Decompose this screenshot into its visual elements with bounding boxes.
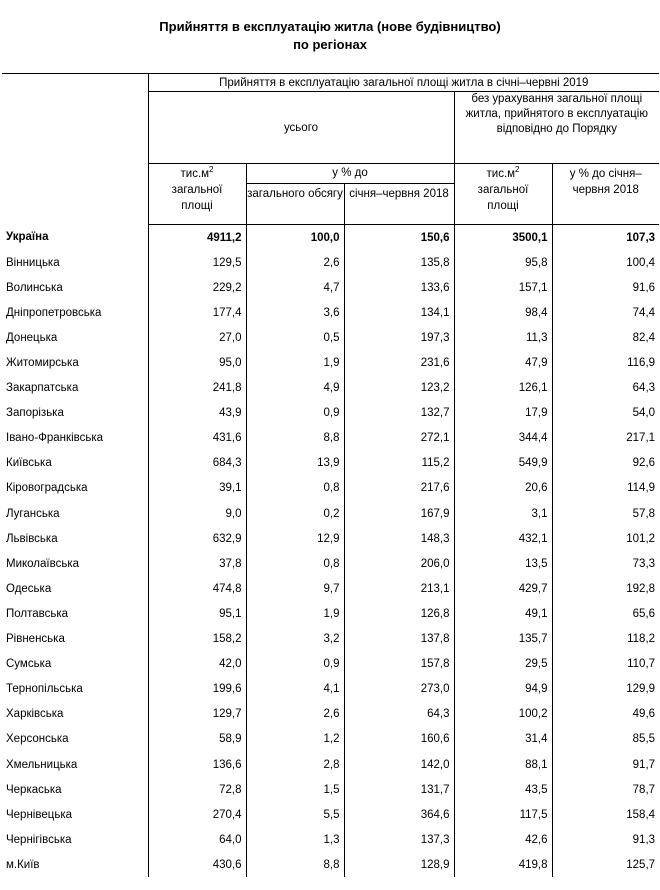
cell-area: 42,0 — [148, 652, 246, 677]
cell-pct-total: 1,5 — [246, 777, 344, 802]
cell-pct-total: 4,9 — [246, 376, 344, 401]
cell-pct-excl: 129,9 — [552, 677, 659, 702]
cell-area: 158,2 — [148, 627, 246, 652]
cell-pct-total: 1,2 — [246, 727, 344, 752]
region-name: Вінницька — [6, 256, 60, 269]
cell-pct-total: 13,9 — [246, 451, 344, 476]
table-row — [2, 376, 659, 401]
region-name: Тернопільська — [6, 683, 83, 696]
region-name: Чернігівська — [6, 833, 72, 846]
region-name: Донецька — [6, 331, 58, 344]
cell-area: 129,7 — [148, 702, 246, 727]
header-excl-group: без урахування загальної площі житла, прийнятого в експлуатацію відповідно до Порядку — [454, 92, 659, 164]
table-row — [2, 426, 659, 451]
cell-pct-prev: 126,8 — [344, 601, 454, 626]
cell-area: 9,0 — [148, 501, 246, 526]
cell-area: 72,8 — [148, 777, 246, 802]
cell-area: 199,6 — [148, 677, 246, 702]
cell-area: 474,8 — [148, 576, 246, 601]
cell-area: 229,2 — [148, 275, 246, 300]
cell-pct-prev: 142,0 — [344, 752, 454, 777]
cell-area-excl: 17,9 — [454, 401, 552, 426]
region-name: Сумська — [6, 658, 52, 671]
table-row — [2, 802, 659, 827]
cell-area: 270,4 — [148, 802, 246, 827]
cell-area-excl: 429,7 — [454, 576, 552, 601]
cell-pct-excl: 158,4 — [552, 802, 659, 827]
cell-pct-total: 0,9 — [246, 401, 344, 426]
table-body — [2, 225, 659, 878]
cell-area-excl: 3,1 — [454, 501, 552, 526]
cell-area-excl: 20,6 — [454, 476, 552, 501]
table-row — [2, 350, 659, 375]
cell-pct-excl: 91,3 — [552, 827, 659, 852]
cell-pct-total: 4,1 — [246, 677, 344, 702]
cell-area: 37,8 — [148, 551, 246, 576]
region-name: Хмельницька — [6, 758, 78, 771]
cell-area-excl: 94,9 — [454, 677, 552, 702]
cell-pct-prev: 231,6 — [344, 350, 454, 375]
header-col-pct-total: загального обсягу — [247, 188, 343, 200]
cell-area-excl: 43,5 — [454, 777, 552, 802]
cell-pct-prev: 213,1 — [344, 576, 454, 601]
table-row — [2, 300, 659, 325]
cell-area: 431,6 — [148, 426, 246, 451]
cell-pct-excl: 217,1 — [552, 426, 659, 451]
cell-pct-total: 8,8 — [246, 426, 344, 451]
region-name: Миколаївська — [6, 557, 80, 570]
cell-pct-prev: 197,3 — [344, 325, 454, 350]
header-span-title: Прийняття в експлуатацію загальної площі житла в січні–червні 2019 — [148, 74, 659, 92]
cell-area-excl: 549,9 — [454, 451, 552, 476]
cell-area: 95,1 — [148, 601, 246, 626]
cell-pct-excl: 91,6 — [552, 275, 659, 300]
cell-area-excl: 126,1 — [454, 376, 552, 401]
cell-area-excl: 42,6 — [454, 827, 552, 852]
header-region-cell — [2, 74, 148, 225]
cell-pct-excl: 114,9 — [552, 476, 659, 501]
cell-pct-prev: 132,7 — [344, 401, 454, 426]
cell-area: 684,3 — [148, 451, 246, 476]
cell-pct-excl: 73,3 — [552, 551, 659, 576]
table-row — [2, 250, 659, 275]
cell-pct-total: 5,5 — [246, 802, 344, 827]
cell-pct-total: 2,8 — [246, 752, 344, 777]
header-col-area: $тис.м^2$ загальної площі — [148, 164, 246, 225]
cell-pct-total: 4,7 — [246, 275, 344, 300]
cell-pct-prev: 206,0 — [344, 551, 454, 576]
cell-pct-prev: 148,3 — [344, 526, 454, 551]
header-pct-group-cell — [246, 164, 454, 225]
cell-pct-excl: 64,3 — [552, 376, 659, 401]
cell-pct-excl: 54,0 — [552, 401, 659, 426]
table-row — [2, 852, 659, 877]
cell-pct-excl: 91,7 — [552, 752, 659, 777]
region-name: Львівська — [6, 532, 58, 545]
cell-area-excl: 13,5 — [454, 551, 552, 576]
region-name: Житомирська — [6, 357, 79, 370]
header-pct-group: у % до — [247, 164, 454, 184]
cell-area-excl: 95,8 — [454, 250, 552, 275]
cell-area-excl: 100,2 — [454, 702, 552, 727]
region-name: Рівненська — [6, 633, 65, 646]
cell-area: 632,9 — [148, 526, 246, 551]
title-line-1: Прийняття в експлуатацію житла (нове будівництво) — [159, 19, 501, 34]
cell-area: 136,6 — [148, 752, 246, 777]
cell-pct-total: 0,8 — [246, 476, 344, 501]
table-row — [2, 225, 659, 251]
cell-pct-excl: 107,3 — [552, 225, 659, 251]
cell-area-excl: 3500,1 — [454, 225, 552, 251]
document-title — [0, 0, 660, 56]
cell-area: 39,1 — [148, 476, 246, 501]
cell-area: 27,0 — [148, 325, 246, 350]
cell-pct-excl: 49,6 — [552, 702, 659, 727]
cell-pct-prev: 273,0 — [344, 677, 454, 702]
table-row — [2, 702, 659, 727]
cell-pct-excl: 101,2 — [552, 526, 659, 551]
cell-pct-excl: 110,7 — [552, 652, 659, 677]
table-row — [2, 652, 659, 677]
table-header — [2, 74, 659, 225]
table-row — [2, 275, 659, 300]
cell-pct-excl: 57,8 — [552, 501, 659, 526]
cell-area-excl: 432,1 — [454, 526, 552, 551]
table-row — [2, 627, 659, 652]
region-name: Чернівецька — [6, 808, 72, 821]
region-name: Одеська — [6, 582, 52, 595]
table-row — [2, 501, 659, 526]
table-row — [2, 727, 659, 752]
cell-pct-prev: 137,8 — [344, 627, 454, 652]
cell-pct-excl: 74,4 — [552, 300, 659, 325]
region-name: Україна — [6, 231, 49, 244]
region-name: Херсонська — [6, 733, 69, 746]
cell-pct-prev: 133,6 — [344, 275, 454, 300]
cell-pct-prev: 131,7 — [344, 777, 454, 802]
cell-pct-total: 0,8 — [246, 551, 344, 576]
cell-pct-excl: 92,6 — [552, 451, 659, 476]
region-name: Закарпатська — [6, 382, 79, 395]
cell-area-excl: 344,4 — [454, 426, 552, 451]
region-name: Полтавська — [6, 607, 69, 620]
title-line-2: по регіонах — [293, 37, 367, 52]
cell-pct-excl: 125,7 — [552, 852, 659, 877]
table-row — [2, 601, 659, 626]
cell-pct-total: 2,6 — [246, 250, 344, 275]
cell-pct-prev: 137,3 — [344, 827, 454, 852]
cell-pct-total: 100,0 — [246, 225, 344, 251]
region-name: Запорізька — [6, 407, 64, 420]
cell-pct-excl: 82,4 — [552, 325, 659, 350]
cell-area: 4911,2 — [148, 225, 246, 251]
cell-pct-total: 2,6 — [246, 702, 344, 727]
cell-area: 177,4 — [148, 300, 246, 325]
header-col-pct-excl: у % до січня–червня 2018 — [552, 164, 659, 225]
cell-area-excl: 11,3 — [454, 325, 552, 350]
cell-area-excl: 47,9 — [454, 350, 552, 375]
cell-area-excl: 49,1 — [454, 601, 552, 626]
cell-area: 43,9 — [148, 401, 246, 426]
table-row — [2, 777, 659, 802]
cell-pct-excl: 65,6 — [552, 601, 659, 626]
cell-pct-excl: 116,9 — [552, 350, 659, 375]
cell-pct-excl: 118,2 — [552, 627, 659, 652]
cell-area: 58,9 — [148, 727, 246, 752]
region-name: Волинська — [6, 281, 63, 294]
cell-pct-prev: 364,6 — [344, 802, 454, 827]
table-row — [2, 677, 659, 702]
cell-area: 129,5 — [148, 250, 246, 275]
housing-table — [2, 73, 659, 877]
cell-pct-prev: 157,8 — [344, 652, 454, 677]
region-name: м.Київ — [6, 858, 40, 871]
cell-pct-total: 0,2 — [246, 501, 344, 526]
cell-area-excl: 117,5 — [454, 802, 552, 827]
cell-pct-prev: 115,2 — [344, 451, 454, 476]
region-name: Харківська — [6, 708, 64, 721]
cell-pct-total: 3,6 — [246, 300, 344, 325]
cell-pct-prev: 135,8 — [344, 250, 454, 275]
cell-pct-excl: 100,4 — [552, 250, 659, 275]
table-row — [2, 451, 659, 476]
cell-pct-prev: 160,6 — [344, 727, 454, 752]
cell-area: 95,0 — [148, 350, 246, 375]
cell-area-excl: 419,8 — [454, 852, 552, 877]
cell-pct-excl: 192,8 — [552, 576, 659, 601]
region-name: Івано-Франківська — [6, 432, 104, 445]
table-row — [2, 827, 659, 852]
cell-pct-total: 0,9 — [246, 652, 344, 677]
header-col-area-excl: $тис.м^2$ загальної площі — [454, 164, 552, 225]
cell-area-excl: 98,4 — [454, 300, 552, 325]
table-row — [2, 401, 659, 426]
cell-pct-total: 0,5 — [246, 325, 344, 350]
cell-pct-total: 8,8 — [246, 852, 344, 877]
table-row — [2, 476, 659, 501]
region-name: Дніпропетровська — [6, 306, 102, 319]
cell-pct-prev: 167,9 — [344, 501, 454, 526]
cell-pct-total: 1,3 — [246, 827, 344, 852]
cell-pct-total: 9,7 — [246, 576, 344, 601]
cell-pct-prev: 134,1 — [344, 300, 454, 325]
cell-pct-excl: 85,5 — [552, 727, 659, 752]
cell-area: 430,6 — [148, 852, 246, 877]
cell-area-excl: 135,7 — [454, 627, 552, 652]
cell-pct-prev: 128,9 — [344, 852, 454, 877]
cell-area: 241,8 — [148, 376, 246, 401]
region-name: Київська — [6, 457, 52, 470]
cell-pct-prev: 150,6 — [344, 225, 454, 251]
cell-area-excl: 157,1 — [454, 275, 552, 300]
cell-area-excl: 88,1 — [454, 752, 552, 777]
cell-pct-prev: 217,6 — [344, 476, 454, 501]
table-row — [2, 551, 659, 576]
region-name: Кіровоградська — [6, 482, 88, 495]
cell-pct-total: 1,9 — [246, 350, 344, 375]
cell-area-excl: 29,5 — [454, 652, 552, 677]
region-name: Луганська — [6, 507, 60, 520]
cell-pct-prev: 272,1 — [344, 426, 454, 451]
cell-area-excl: 31,4 — [454, 727, 552, 752]
table-row — [2, 325, 659, 350]
table-row — [2, 526, 659, 551]
cell-pct-prev: 123,2 — [344, 376, 454, 401]
header-total-group: усього — [148, 92, 454, 164]
cell-pct-total: 12,9 — [246, 526, 344, 551]
table-row — [2, 752, 659, 777]
cell-pct-prev: 64,3 — [344, 702, 454, 727]
cell-pct-excl: 78,7 — [552, 777, 659, 802]
cell-pct-total: 3,2 — [246, 627, 344, 652]
region-name: Черкаська — [6, 783, 62, 796]
table-row — [2, 576, 659, 601]
cell-area: 64,0 — [148, 827, 246, 852]
cell-pct-total: 1,9 — [246, 601, 344, 626]
header-col-pct-prev: січня–червня 2018 — [344, 184, 454, 224]
